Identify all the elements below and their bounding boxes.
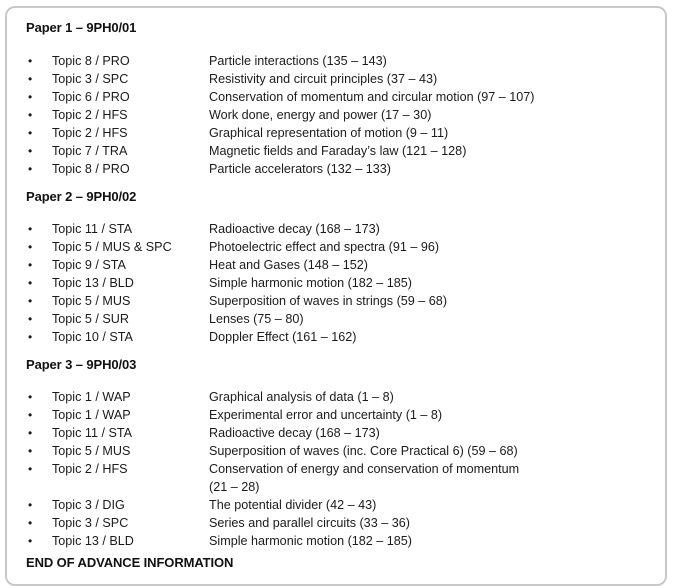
topic-code: Topic 3 / SPC <box>52 72 129 86</box>
topic-code: Topic 11 / STA <box>52 222 133 236</box>
topic-code: Topic 5 / MUS & SPC <box>52 240 172 254</box>
topic-description: Experimental error and uncertainty (1 – 8) <box>209 408 443 422</box>
topic-code: Topic 3 / DIG <box>52 498 125 512</box>
topic-code: Topic 2 / HFS <box>52 108 128 122</box>
bullet-icon: • <box>28 534 33 548</box>
bullet-icon: • <box>28 222 33 236</box>
bullet-icon: • <box>28 408 33 422</box>
bullet-icon: • <box>28 312 33 326</box>
topic-code: Topic 2 / HFS <box>52 126 128 140</box>
topic-description: Superposition of waves (inc. Core Practical 6) (59 – 68) <box>209 444 518 458</box>
list-item <box>7 442 667 460</box>
bullet-icon: • <box>28 72 33 86</box>
bullet-icon: • <box>28 516 33 530</box>
topic-description: Conservation of momentum and circular motion (97 – 107) <box>209 90 535 104</box>
topic-description: Work done, energy and power (17 – 30) <box>209 108 432 122</box>
topic-description: Resistivity and circuit principles (37 – 43) <box>209 72 438 86</box>
topic-description: Graphical analysis of data (1 – 8) <box>209 390 394 404</box>
list-item <box>7 514 667 532</box>
list-item <box>7 142 667 160</box>
topic-code: Topic 10 / STA <box>52 330 133 344</box>
topic-code: Topic 5 / MUS <box>52 444 131 458</box>
list-item <box>7 238 667 256</box>
bullet-icon: • <box>28 426 33 440</box>
topic-description: Radioactive decay (168 – 173) <box>209 426 380 440</box>
list-item <box>7 106 667 124</box>
topic-description: Particle interactions (135 – 143) <box>209 54 387 68</box>
topic-code: Topic 8 / PRO <box>52 162 130 176</box>
bullet-icon: • <box>28 444 33 458</box>
bullet-icon: • <box>28 498 33 512</box>
list-item <box>7 460 667 496</box>
list-item <box>7 52 667 70</box>
list-item <box>7 124 667 142</box>
bullet-icon: • <box>28 108 33 122</box>
list-item <box>7 424 667 442</box>
list-item <box>7 220 667 238</box>
topic-description: Magnetic fields and Faraday’s law (121 – 128) <box>209 144 467 158</box>
end-of-advance-information: END OF ADVANCE INFORMATION <box>26 555 234 570</box>
advance-information-panel <box>5 6 667 586</box>
bullet-icon: • <box>28 330 33 344</box>
list-item <box>7 388 667 406</box>
bullet-icon: • <box>28 240 33 254</box>
list-item <box>7 496 667 514</box>
bullet-icon: • <box>28 126 33 140</box>
bullet-icon: • <box>28 462 33 476</box>
topic-description: Conservation of energy and conservation of momentum <box>209 462 520 476</box>
bullet-icon: • <box>28 90 33 104</box>
topic-code: Topic 6 / PRO <box>52 90 130 104</box>
list-item <box>7 292 667 310</box>
topic-code: Topic 8 / PRO <box>52 54 130 68</box>
topic-code: Topic 7 / TRA <box>52 144 128 158</box>
topic-description: Graphical representation of motion (9 – 11) <box>209 126 449 140</box>
bullet-icon: • <box>28 294 33 308</box>
topic-code: Topic 5 / SUR <box>52 312 129 326</box>
topic-description: Heat and Gases (148 – 152) <box>209 258 368 272</box>
topic-description: Simple harmonic motion (182 – 185) <box>209 534 413 548</box>
topic-description: Series and parallel circuits (33 – 36) <box>209 516 410 530</box>
list-item <box>7 70 667 88</box>
topic-code: Topic 13 / BLD <box>52 276 134 290</box>
topic-code: Topic 2 / HFS <box>52 462 128 476</box>
list-item <box>7 328 667 346</box>
list-item <box>7 256 667 274</box>
topic-code: Topic 3 / SPC <box>52 516 129 530</box>
topic-description: Doppler Effect (161 – 162) <box>209 330 357 344</box>
topic-code: Topic 1 / WAP <box>52 408 131 422</box>
list-item <box>7 88 667 106</box>
bullet-icon: • <box>28 54 33 68</box>
list-item <box>7 160 667 178</box>
bullet-icon: • <box>28 162 33 176</box>
paper-2-heading: Paper 2 – 9PH0/02 <box>26 189 137 204</box>
topic-code: Topic 11 / STA <box>52 426 133 440</box>
topic-code: Topic 13 / BLD <box>52 534 134 548</box>
topic-description: Superposition of waves in strings (59 – 68) <box>209 294 448 308</box>
bullet-icon: • <box>28 390 33 404</box>
topic-description-continued: (21 – 28) <box>209 480 260 494</box>
list-item <box>7 532 667 550</box>
paper-1-heading: Paper 1 – 9PH0/01 <box>26 20 137 35</box>
topic-description: Photoelectric effect and spectra (91 – 96) <box>209 240 440 254</box>
bullet-icon: • <box>28 258 33 272</box>
bullet-icon: • <box>28 144 33 158</box>
topic-code: Topic 9 / STA <box>52 258 126 272</box>
topic-description: Lenses (75 – 80) <box>209 312 304 326</box>
bullet-icon: • <box>28 276 33 290</box>
topic-description: Radioactive decay (168 – 173) <box>209 222 380 236</box>
topic-description: The potential divider (42 – 43) <box>209 498 377 512</box>
list-item <box>7 406 667 424</box>
list-item <box>7 310 667 328</box>
topic-code: Topic 1 / WAP <box>52 390 131 404</box>
paper-3-heading: Paper 3 – 9PH0/03 <box>26 357 137 372</box>
topic-description: Simple harmonic motion (182 – 185) <box>209 276 413 290</box>
list-item <box>7 274 667 292</box>
topic-description: Particle accelerators (132 – 133) <box>209 162 392 176</box>
topic-code: Topic 5 / MUS <box>52 294 131 308</box>
